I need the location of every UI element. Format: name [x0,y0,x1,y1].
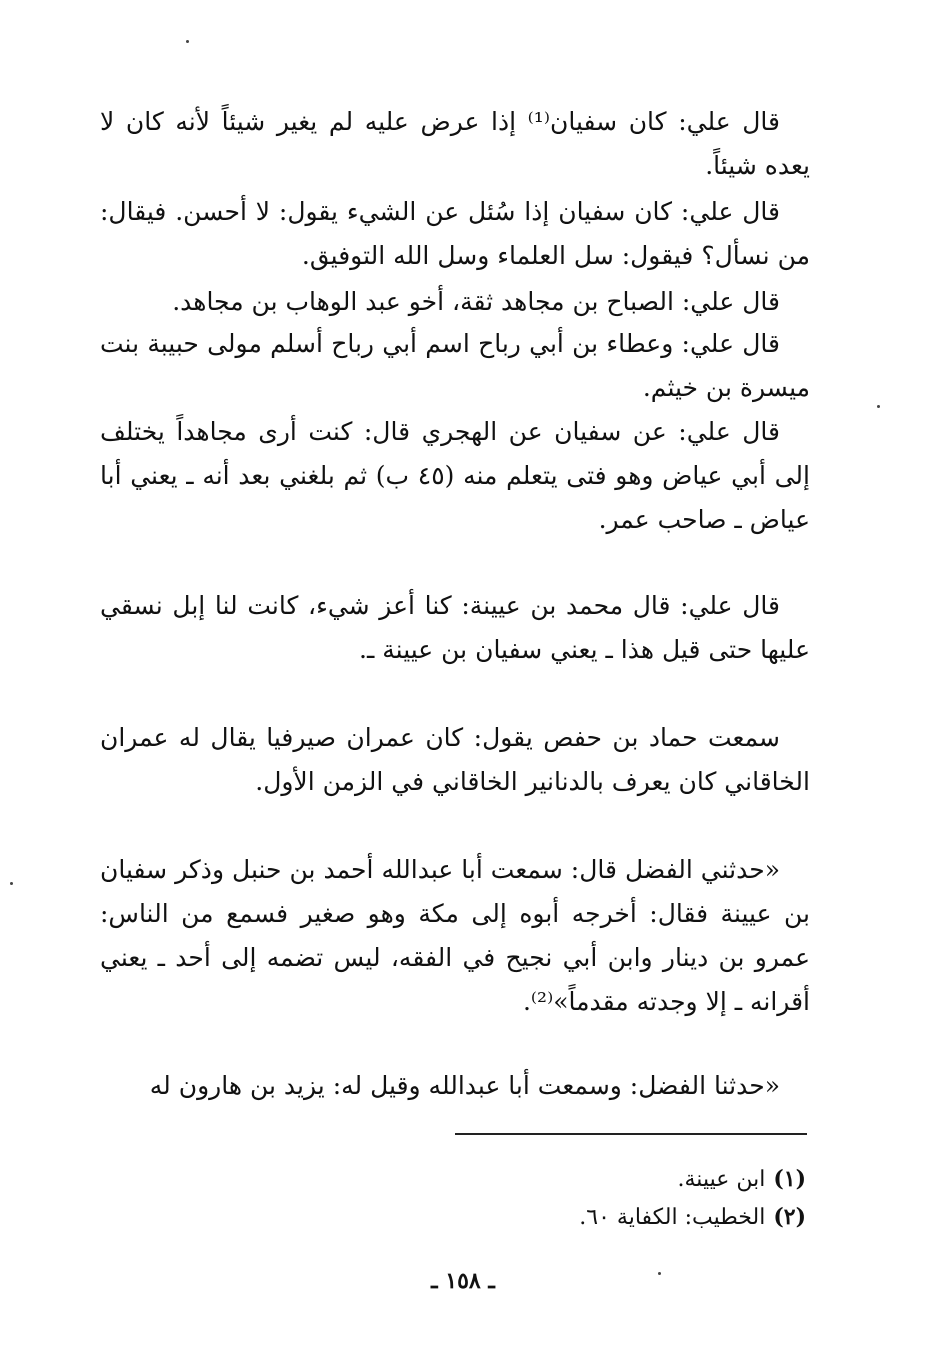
footnote-separator [455,1133,807,1135]
footnote-2-number: (٢) [773,1204,806,1230]
paragraph-4 [100,322,810,410]
footnote-1-text: ابن عيينة. [677,1167,766,1192]
paragraph-4-text: قال علي: وعطاء بن أبي رباح اسم أبي رباح أسلم مولى حبيبة بنت ميسرة بن خيثم. [100,329,810,402]
paragraph-7 [100,716,810,804]
paragraph-2 [100,190,810,278]
paragraph-5-text: قال علي: عن سفيان عن الهجري قال: كنت أرى مجاهداً يختلف إلى أبي عياض وهو فتى يتعلم منه (٤٥ ب) ثم بلغني بعد أنه ـ يعني أبا عياض ـ صاحب عمر. [100,417,810,534]
footnote-1 [100,1160,806,1199]
paragraph-1 [100,100,810,188]
paragraph-8-text: «حدثني الفضل قال: سمعت أبا عبدالله أحمد بن حنبل وذكر سفيان بن عيينة فقال: أخرجه أبوه إلى مكة وهو صغير فسمع من الناس: عمرو بن دينار وابن أبي نجيح في الفقه، ليس تضمه إلى أحد ـ يعني أقرانه ـ إلا وجدته مقدماً»⁽²⁾. [100,855,810,1016]
scan-speck [10,882,13,885]
paragraph-7-text: سمعت حماد بن حفص يقول: كان عمران صيرفيا يقال له عمران الخاقاني كان يعرف بالدنانير الخاقاني في الزمن الأول. [100,723,810,796]
paragraph-3 [100,280,810,324]
paragraph-8 [100,848,810,1024]
page-number: ـ ١٥٨ ـ [431,1268,495,1294]
scan-speck [877,405,880,408]
paragraph-9 [100,1064,810,1108]
footnote-2-text: الخطيب: الكفاية ٦٠. [579,1205,766,1230]
paragraph-6-text: قال علي: قال محمد بن عيينة: كنا أعز شيء، كانت لنا إبل نسقي عليها حتى قيل هذا ـ يعني سفيان بن عيينة ـ. [100,591,810,664]
scan-speck [658,1272,661,1275]
paragraph-9-text: «حدثنا الفضل: وسمعت أبا عبدالله وقيل له: يزيد بن هارون له [149,1071,780,1100]
paragraph-2-text: قال علي: كان سفيان إذا سُئل عن الشيء يقول: لا أحسن. فيقال: من نسأل؟ فيقول: سل العلماء وسل الله التوفيق. [100,197,810,270]
paragraph-1-text: قال علي: كان سفيان⁽¹⁾ إذا عرض عليه لم يغير شيئاً لأنه كان لا يعده شيئاً. [100,107,810,180]
paragraph-3-text: قال علي: الصباح بن مجاهد ثقة، أخو عبد الوهاب بن مجاهد. [172,287,780,316]
scan-speck [186,40,189,43]
footnote-1-number: (١) [773,1166,806,1192]
paragraph-5 [100,410,810,542]
footnote-2 [100,1198,806,1237]
paragraph-6 [100,584,810,672]
